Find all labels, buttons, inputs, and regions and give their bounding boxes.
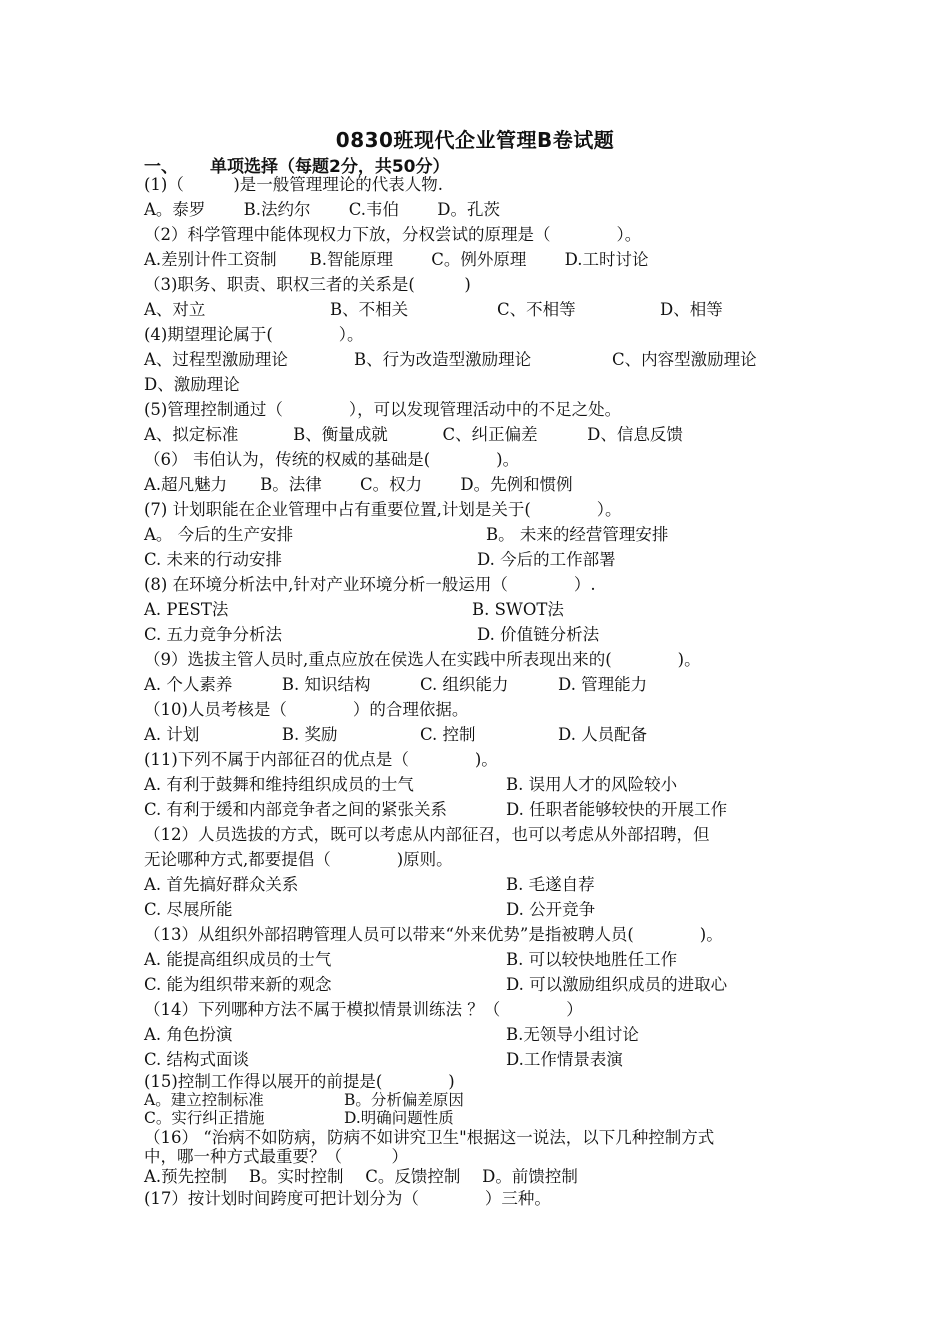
question-14-option-d: D.工作情景表演 [506, 1050, 623, 1069]
question-5-options: A、拟定标准 B、衡量成就 C、纠正偏差 D、信息反馈 [144, 425, 683, 444]
section-label: 单项选择（每题2分，共50分） [210, 157, 450, 177]
question-13-option-a: A. 能提高组织成员的士气 [144, 950, 332, 969]
question-13-option-b: B. 可以较快地胜任工作 [506, 950, 678, 969]
question-8: (8) 在环境分析法中,针对产业环境分析一般运用（ ）. [144, 575, 596, 594]
question-11-option-d: D. 任职者能够较快的开展工作 [506, 800, 728, 819]
question-11: (11)下列不属于内部征召的优点是（ )。 [144, 750, 498, 769]
question-7-option-d: D. 今后的工作部署 [477, 550, 616, 569]
question-15-option-d: D.明确问题性质 [344, 1109, 454, 1127]
question-10: （10)人员考核是（ ）的合理依据。 [144, 700, 469, 719]
question-8-option-b: B. SWOT法 [472, 600, 564, 619]
question-3: （3)职务、职责、职权三者的关系是( ) [144, 275, 471, 294]
question-16-options: A.预先控制 B。实时控制 C。反馈控制 D。前馈控制 [144, 1167, 578, 1186]
question-7-option-b: B。 未来的经营管理安排 [486, 525, 669, 544]
question-12-line-2: 无论哪种方式,都要提倡（ )原则。 [144, 850, 453, 869]
question-14-option-c: C. 结构式面谈 [144, 1050, 250, 1069]
question-9-options: A. 个人素养 B. 知识结构 C. 组织能力 D. 管理能力 [144, 675, 648, 694]
section-number: 一、 [144, 157, 178, 177]
question-15: (15)控制工作得以展开的前提是( ) [144, 1072, 455, 1091]
question-16-line-2: 中，哪一种方式最重要？（ ） [144, 1147, 408, 1166]
question-13: （13）从组织外部招聘管理人员可以带来“外来优势”是指被聘人员( )。 [144, 925, 723, 944]
question-11-option-a: A. 有利于鼓舞和维持组织成员的士气 [144, 775, 414, 794]
question-4-option-c: C、内容型激励理论 [612, 350, 757, 369]
question-15-option-a: A。建立控制标准 [144, 1091, 264, 1109]
question-12-option-a: A. 首先搞好群众关系 [144, 875, 299, 894]
question-3-option-b: B、不相关 [330, 300, 409, 319]
question-15-option-b: B。分析偏差原因 [344, 1091, 464, 1109]
question-9: （9）选拔主管人员时,重点应放在侯选人在实践中所表现出来的( )。 [144, 650, 701, 669]
question-11-option-c: C. 有利于缓和内部竞争者之间的紧张关系 [144, 800, 448, 819]
question-7-option-a: A。 今后的生产安排 [144, 525, 294, 544]
question-4-option-d: D、激励理论 [144, 375, 240, 394]
question-3-option-a: A、对立 [144, 300, 206, 319]
question-16-line-1: （16） “治病不如防病，防病不如讲究卫生"根据这一说法，以下几种控制方式 [144, 1128, 715, 1147]
question-6-options: A.超凡魅力 B。法律 C。权力 D。先例和惯例 [144, 475, 573, 494]
question-5: (5)管理控制通过（ ），可以发现管理活动中的不足之处。 [144, 400, 622, 419]
question-12-option-d: D. 公开竞争 [506, 900, 596, 919]
question-4: (4)期望理论属于( ）。 [144, 325, 364, 344]
question-14: （14）下列哪种方法不属于模拟情景训练法 ？（ ） [144, 1000, 583, 1019]
question-10-options: A. 计划 B. 奖励 C. 控制 D. 人员配备 [144, 725, 648, 744]
question-3-option-d: D、相等 [660, 300, 723, 319]
question-1-options: A。泰罗 B.法约尔 C.韦伯 D。孔茨 [144, 200, 501, 219]
question-1: (1)（ )是一般管理理论的代表人物. [144, 175, 444, 194]
question-14-option-b: B.无领导小组讨论 [506, 1025, 639, 1044]
question-11-option-b: B. 误用人才的风险较小 [506, 775, 678, 794]
question-13-option-c: C. 能为组织带来新的观念 [144, 975, 332, 994]
question-2-options: A.差别计件工资制 B.智能原理 C。例外原理 D.工时讨论 [144, 250, 649, 269]
question-12-option-c: C. 尽展所能 [144, 900, 233, 919]
question-8-option-a: A. PEST法 [144, 600, 229, 619]
question-12-line-1: （12）人员选拔的方式，既可以考虑从内部征召，也可以考虑从外部招聘，但 [144, 825, 710, 844]
question-7-option-c: C. 未来的行动安排 [144, 550, 283, 569]
question-15-option-c: C。实行纠正措施 [144, 1109, 265, 1127]
question-14-option-a: A. 角色扮演 [144, 1025, 233, 1044]
question-7: (7) 计划职能在企业管理中占有重要位置,计划是关于( ）。 [144, 500, 622, 519]
question-12-option-b: B. 毛遂自荐 [506, 875, 595, 894]
page-title: 0830班现代企业管理B卷试题 [335, 128, 615, 152]
question-4-option-a: A、过程型激励理论 [144, 350, 288, 369]
question-17: (17）按计划时间跨度可把计划分为（ ）三种。 [144, 1189, 551, 1208]
question-2: （2）科学管理中能体现权力下放，分权尝试的原理是（ ）。 [144, 225, 642, 244]
question-8-option-c: C. 五力竞争分析法 [144, 625, 283, 644]
question-4-option-b: B、行为改造型激励理论 [354, 350, 532, 369]
question-8-option-d: D. 价值链分析法 [477, 625, 600, 644]
question-3-option-c: C、不相等 [497, 300, 576, 319]
question-13-option-d: D. 可以激励组织成员的进取心 [506, 975, 728, 994]
question-6: （6） 韦伯认为，传统的权威的基础是( )。 [144, 450, 520, 469]
